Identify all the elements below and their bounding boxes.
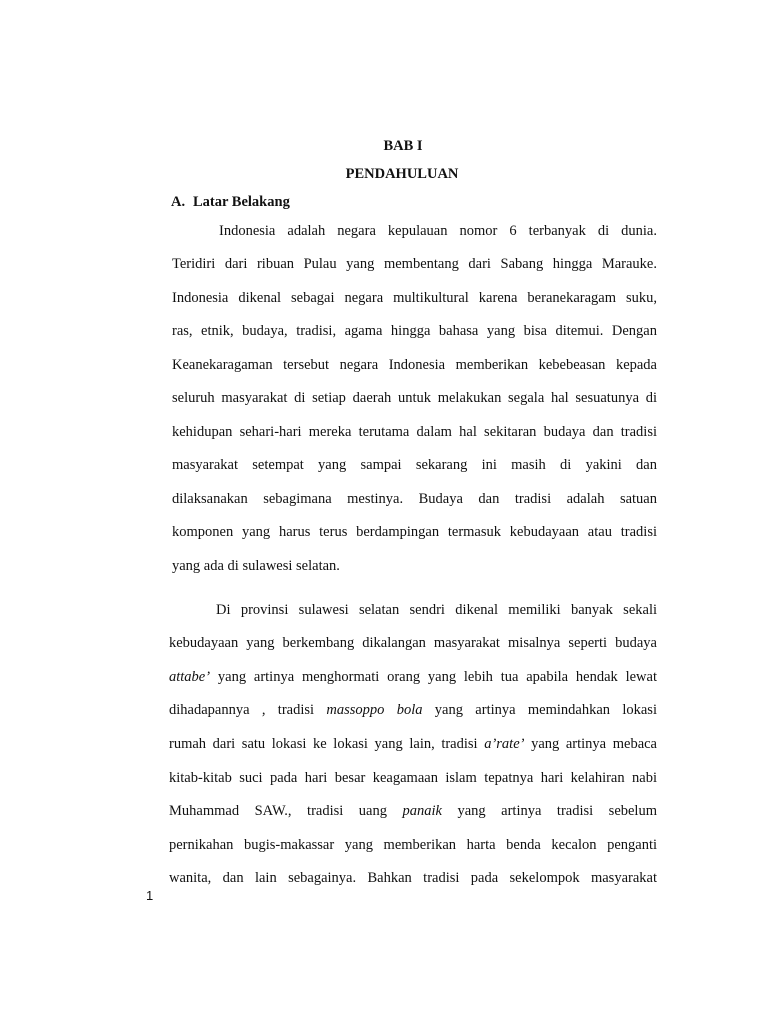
section-title: Latar Belakang [193, 194, 290, 210]
paragraph-1-line: Keanekaragaman tersebut negara Indonesia memberikan kebebeasan kepada [172, 357, 657, 373]
paragraph-1-line: komponen yang harus terus berdampingan termasuk kebudayaan atau tradisi [172, 524, 657, 540]
paragraph-1-line: Teridiri dari ribuan Pulau yang membentang dari Sabang hingga Marauke. [172, 256, 657, 272]
paragraph-2-line [169, 836, 657, 854]
paragraph-2-line [169, 869, 657, 887]
italic-term: attabe’ [169, 669, 211, 685]
text-run: kebudayaan yang berkembang dikalangan masyarakat misalnya seperti budaya [169, 635, 657, 651]
paragraph-1-line: dilaksanakan sebagimana mestinya. Budaya dan tradisi adalah satuan [172, 491, 657, 507]
italic-term: panaik [402, 803, 442, 819]
text-run: wanita, dan lain sebagainya. Bahkan tradisi pada sekelompok masyarakat [169, 870, 657, 886]
paragraph-1-line: kehidupan sehari-hari mereka terutama dalam hal sekitaran budaya dan tradisi [172, 424, 657, 440]
paragraph-2-line [169, 802, 657, 820]
text-run: yang artinya memindahkan lokasi [422, 702, 657, 718]
paragraph-1-line: Indonesia adalah negara kepulauan nomor 6 terbanyak di dunia. [219, 223, 657, 239]
paragraph-2-line [216, 601, 657, 619]
text-run: yang artinya tradisi sebelum [441, 803, 657, 819]
paragraph-1-line: yang ada di sulawesi selatan. [172, 558, 340, 574]
paragraph-2-line [169, 769, 657, 787]
text-run: dihadapannya , tradisi [169, 702, 327, 718]
paragraph-1-line: seluruh masyarakat di setiap daerah untuk melakukan segala hal sesuatunya di [172, 390, 657, 406]
paragraph-2-line [169, 701, 657, 719]
text-run: Muhammad SAW., tradisi uang [169, 803, 403, 819]
section-heading [171, 194, 290, 211]
chapter-title: PENDAHULUAN [345, 166, 459, 182]
paragraph-2-line [169, 735, 657, 753]
page-number: 1 [146, 888, 154, 903]
section-number: A. [171, 194, 186, 210]
paragraph-2-line [169, 668, 657, 686]
text-run: yang artinya menghormati orang yang lebih tua apabila hendak lewat [210, 669, 657, 685]
italic-term: a’rate’ [484, 736, 525, 752]
text-run: kitab-kitab suci pada hari besar keagamaan islam tepatnya hari kelahiran nabi [169, 770, 657, 786]
text-run: rumah dari satu lokasi ke lokasi yang lain, tradisi [169, 736, 485, 752]
paragraph-2-line [169, 634, 657, 652]
text-run: yang artinya mebaca [524, 736, 657, 752]
paragraph-1-line: masyarakat setempat yang sampai sekarang ini masih di yakini dan [172, 457, 657, 473]
paragraph-1-line: Indonesia dikenal sebagai negara multikultural karena beranekaragam suku, [172, 290, 657, 306]
chapter-heading: BAB I [383, 138, 423, 154]
text-run: Di provinsi sulawesi selatan sendri dikenal memiliki banyak sekali [216, 602, 657, 618]
text-run: pernikahan bugis-makassar yang memberikan harta benda kecalon penganti [169, 837, 657, 853]
paragraph-1-line: ras, etnik, budaya, tradisi, agama hingga bahasa yang bisa ditemui. Dengan [172, 323, 657, 339]
italic-term: massoppo bola [326, 702, 423, 718]
